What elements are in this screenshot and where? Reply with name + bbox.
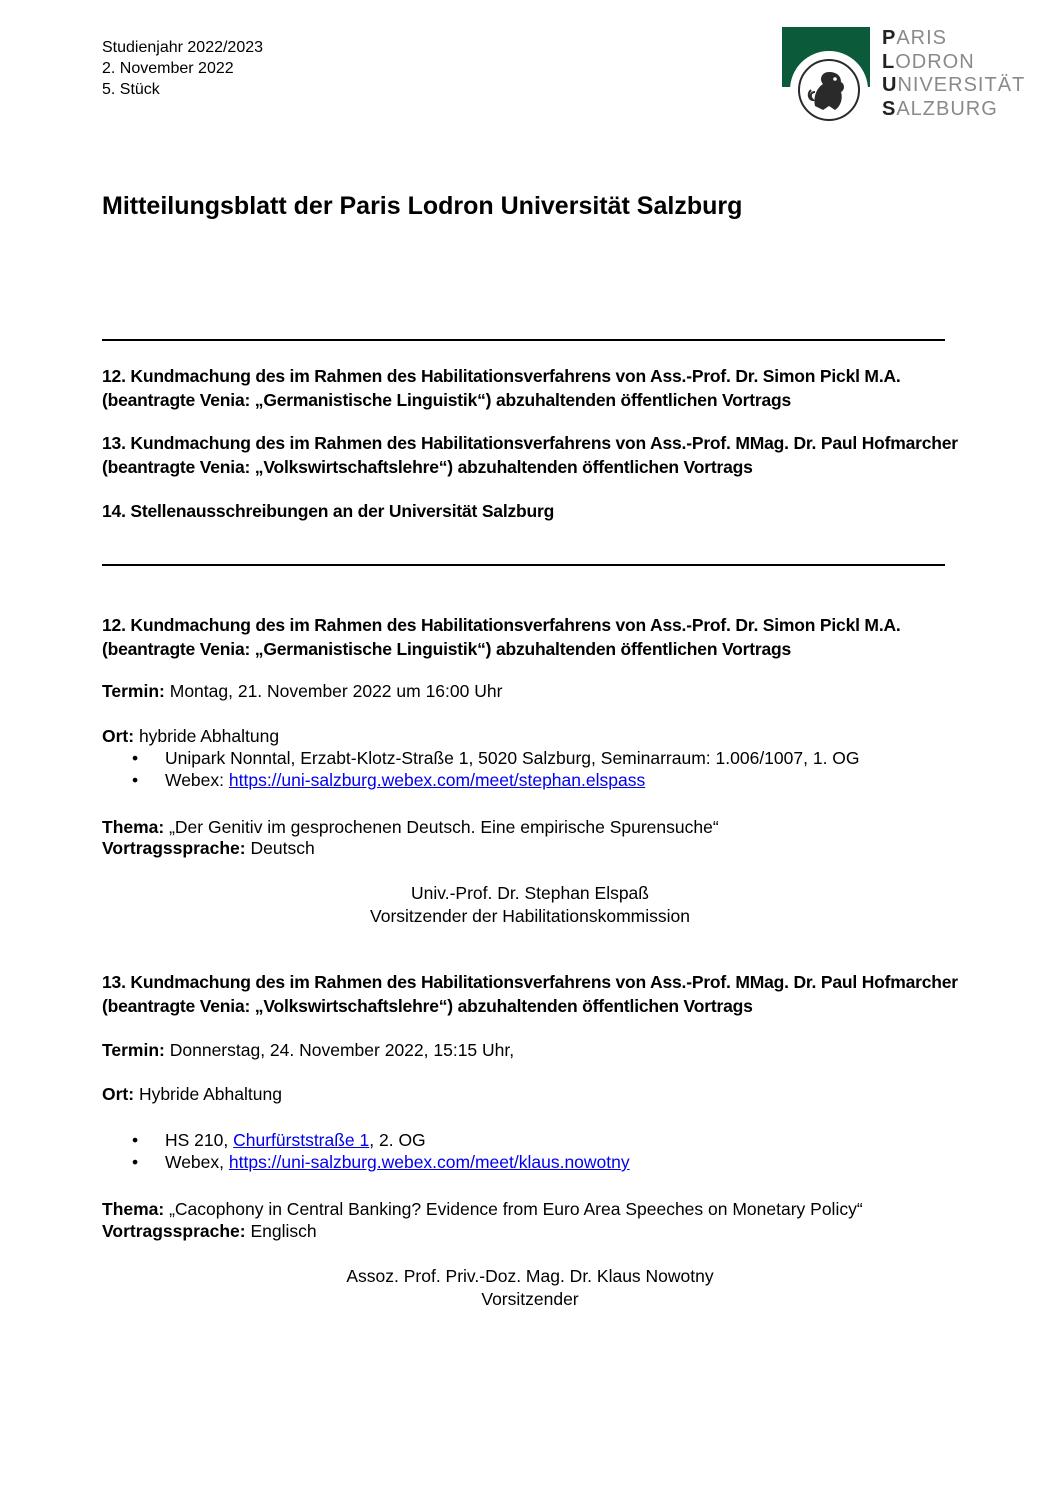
logo-wordmark: PARIS LODRON UNIVERSITÄT SALZBURG: [882, 27, 1026, 120]
university-logo: [782, 27, 1052, 152]
section-12-ort: Ort: hybride Abhaltung: [102, 726, 280, 746]
section-13-termin: Termin: Donnerstag, 24. November 2022, 15:15 Uhr,: [102, 1040, 515, 1060]
divider: [102, 564, 945, 566]
signer-role: Vorsitzender der Habilitationskommission: [370, 906, 690, 926]
list-item: • Webex, https://uni-salzburg.webex.com/meet/klaus.nowotny: [102, 1151, 630, 1173]
section-12-termin: Termin: Montag, 21. November 2022 um 16:00 Uhr: [102, 681, 503, 701]
section-13-heading: 13. Kundmachung des im Rahmen des Habilitationsverfahrens von Ass.-Prof. MMag. Dr. Paul Hofmarcher (beantragte Venia: „Volkswirtschaftslehre“) abzuhaltenden öffentlichen Vortrags: [102, 972, 958, 1016]
issue-meta: [102, 37, 263, 100]
section-13-signature: [102, 1265, 958, 1311]
section-12-sprache: Vortragssprache: Deutsch: [102, 838, 315, 858]
address-link[interactable]: Churfürststraße 1: [233, 1130, 370, 1150]
toc-item-14: 14. Stellenausschreibungen an der Universität Salzburg: [102, 501, 555, 521]
section-12-heading: 12. Kundmachung des im Rahmen des Habilitationsverfahrens von Ass.-Prof. Dr. Simon Pickl M.A. (beantragte Venia: „Germanistische Linguistik“) abzuhaltenden öffentlichen Vortrags: [102, 615, 901, 659]
webex-link[interactable]: https://uni-salzburg.webex.com/meet/klaus.nowotny: [228, 1152, 630, 1172]
lion-icon: [798, 59, 860, 121]
section-13-sprache: Vortragssprache: Englisch: [102, 1221, 317, 1241]
issue-date: 2. November 2022: [102, 60, 234, 77]
signer-name: Assoz. Prof. Priv.-Doz. Mag. Dr. Klaus Nowotny: [346, 1266, 714, 1286]
toc-item-13: 13. Kundmachung des im Rahmen des Habilitationsverfahrens von Ass.-Prof. MMag. Dr. Paul Hofmarcher (beantragte Venia: „Volkswirtschaftslehre“) abzuhaltenden öffentlichen Vortrags: [102, 433, 958, 477]
list-item: • Webex: https://uni-salzburg.webex.com/meet/stephan.elspass: [102, 769, 860, 791]
signer-name: Univ.-Prof. Dr. Stephan Elspaß: [411, 883, 649, 903]
issue-number: 5. Stück: [102, 81, 160, 98]
toc-item-12: 12. Kundmachung des im Rahmen des Habilitationsverfahrens von Ass.-Prof. Dr. Simon Pickl M.A. (beantragte Venia: „Germanistische Linguistik“) abzuhaltenden öffentlichen Vortrags: [102, 366, 901, 410]
section-12-location-list: [102, 747, 860, 791]
section-13-thema: Thema: „Cacophony in Central Banking? Evidence from Euro Area Speeches on Monetary Policy“: [102, 1199, 863, 1219]
section-13-ort: Ort: Hybride Abhaltung: [102, 1084, 282, 1104]
webex-link[interactable]: https://uni-salzburg.webex.com/meet/stephan.elspass: [228, 770, 646, 790]
list-item: • HS 210, Churfürststraße 1, 2. OG: [102, 1129, 630, 1151]
section-12-signature: [102, 882, 958, 928]
signer-role: Vorsitzender: [481, 1289, 579, 1309]
page-title: Mitteilungsblatt der Paris Lodron Universität Salzburg: [102, 192, 743, 220]
section-13-location-list: [102, 1129, 630, 1173]
section-12-thema: Thema: „Der Genitiv im gesprochenen Deutsch. Eine empirische Spurensuche“: [102, 817, 719, 837]
academic-year: Studienjahr 2022/2023: [102, 39, 264, 56]
list-item: • Unipark Nonntal, Erzabt-Klotz-Straße 1, 5020 Salzburg, Seminarraum: 1.006/1007, 1. OG: [102, 747, 860, 769]
divider: [102, 339, 945, 341]
logo-seal: [790, 51, 868, 129]
